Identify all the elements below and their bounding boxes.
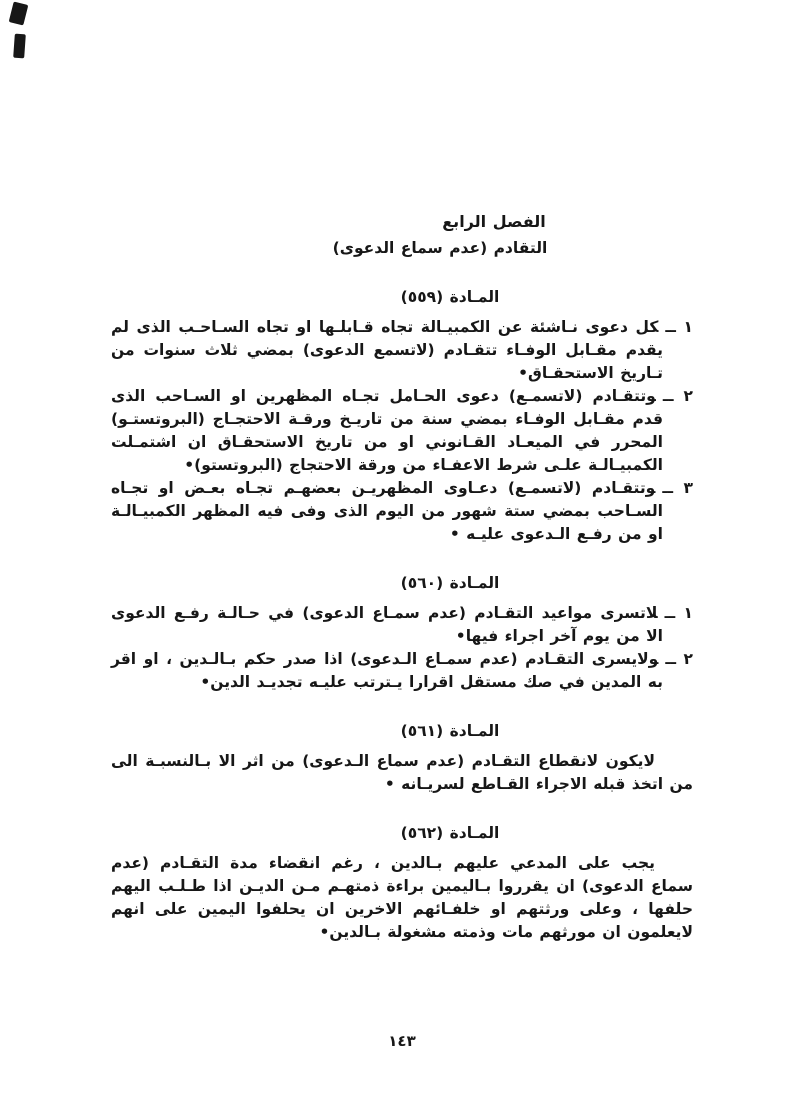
item-number: ١ ــ — [665, 318, 693, 336]
article-559 — [111, 286, 693, 546]
article-item — [111, 316, 693, 385]
page-content — [111, 210, 693, 944]
article-item — [111, 477, 693, 546]
item-text: وتتقـادم (لاتسمـع) دعوى الحـامل تجـاه المظهرين او السـاحب الذى قدم مقـابل الوفـاء بمضي سنة من تاريـخ ورقـة الاحتجـاج (البروتستـو) المحرر في الميعـاد القـانوني او من تاريخ الاستحقـاق ان اشتمـلت الكمبيـالـة علـى شرط الاعفـاء من ورقة الاحتجاج (البروتستو)• — [111, 387, 663, 474]
article-body: لايكون لانقطاع التقـادم (عدم سماع الـدعوى) من اثر الا بـالنسبـة الى من اتخذ قبله الاجراء القـاطع لسريـانه • — [111, 752, 693, 793]
article-561 — [111, 720, 693, 796]
item-text: وتتقـادم (لاتسمـع) دعـاوى المظهريـن بعضهـم تجـاه بعـض او تجـاه السـاحب بمضي ستة شهور من اليوم الذى وفى فيه المظهر الكمبيـالـة او من رفـع الـدعوى عليـه • — [111, 479, 663, 543]
item-number: ٢ ــ — [662, 387, 693, 405]
item-number: ٢ ــ — [665, 650, 694, 668]
article-heading: المـادة (٥٦٢) — [400, 824, 500, 842]
item-text: لاتسرى مواعيد التقـادم (عدم سمـاع الدعوى) في حـالـة رفـع الدعوى الا من يوم آخر اجراء فيها• — [111, 604, 663, 645]
chapter-title: الفصل الرابع — [442, 212, 546, 231]
item-number: ١ ــ — [664, 604, 693, 622]
item-text: ولايسرى التقـادم (عدم سمـاع الـدعوى) اذا صدر حكم بـالـدين ، او اقر به المدين في صك مستقل اقرارا يـترتب عليـه تجديـد الدين• — [111, 650, 663, 691]
article-heading: المـادة (٥٥٩) — [400, 288, 500, 306]
article-body: يجب على المدعي عليهم بـالدين ، رغم انقضاء مدة التقـادم (عدم سماع الدعوى) ان يقرروا بـاليمين براءة ذمتهـم مـن الديـن اذا طـلـب اليهم حلفها ، وعلى ورثتهم او خلفـائهم الاخرين ان يحلفوا اليمين على انهم لايعلمون ان مورثهم مات وذمته مشغولة بـالدين• — [111, 854, 693, 941]
chapter-subtitle: التقادم (عدم سماع الدعوى) — [332, 239, 548, 257]
item-number: ٣ ــ — [662, 479, 693, 497]
article-562 — [111, 822, 693, 944]
article-item — [111, 648, 693, 694]
article-560 — [111, 572, 693, 694]
item-text: كل دعوى نـاشئة عن الكمبيـالة تجاه قـابلـها او تجاه السـاحـب الذى لم يقدم مقـابل الوفـاء تتقـادم (لاتسمع الدعوى) بمضي ثلاث سنوات من تـاريخ الاستحقـاق• — [111, 318, 663, 382]
article-heading: المـادة (٥٦١) — [400, 722, 500, 740]
article-item — [111, 602, 693, 648]
article-item — [111, 385, 693, 477]
scan-artifact — [9, 1, 29, 25]
article-heading: المـادة (٥٦٠) — [400, 574, 500, 592]
scan-artifact — [13, 34, 26, 59]
page-number: ١٤٣ — [388, 1032, 416, 1050]
